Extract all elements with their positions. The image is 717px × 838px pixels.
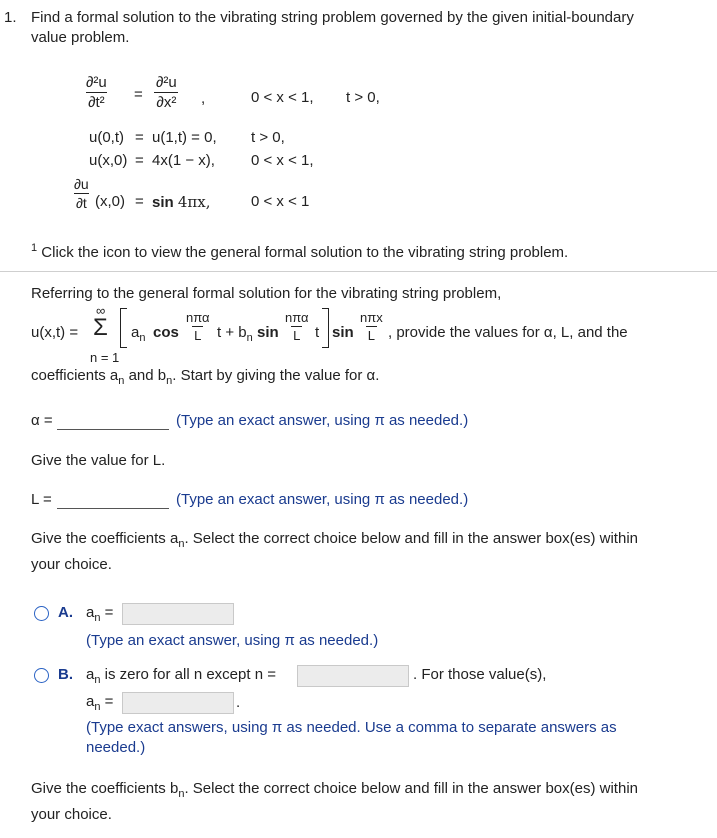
option-a-eq: =: [104, 604, 114, 621]
solution-intro: Referring to the general formal solution for the vibrating string problem,: [31, 285, 502, 302]
option-b-eq: =: [104, 693, 114, 710]
bn-prompt-pre: Give the coefficients b: [31, 780, 179, 797]
line2-sub-b: n: [166, 375, 173, 387]
option-b-radio[interactable]: [34, 668, 49, 683]
an-prompt: [31, 530, 638, 550]
problem-prompt-line2: value problem.: [31, 29, 130, 46]
option-b-a: a: [86, 666, 95, 683]
footnote[interactable]: [31, 244, 568, 261]
alpha-answer-field[interactable]: [57, 428, 169, 430]
option-b-period: .: [236, 694, 241, 711]
option-b-text: is zero for all n except n =: [100, 666, 276, 683]
frac3-den: L: [367, 328, 375, 343]
option-a-a: a: [86, 604, 95, 621]
alpha-label: α =: [31, 412, 53, 429]
sin-label-1: sin: [257, 324, 279, 341]
solution-tail: , provide the values for α, L, and the: [388, 324, 628, 341]
ic1-lhs: u(x,0): [89, 152, 128, 169]
L-prompt: Give the value for L.: [31, 452, 166, 469]
ic2-rhs: [152, 193, 211, 211]
ic1-rhs: 4x(1 − x),: [152, 152, 215, 169]
footnote-text: Click the icon to view the general formal solution to the vibrating string problem.: [41, 244, 569, 261]
option-b-letter[interactable]: B.: [58, 666, 73, 683]
ic2-num: ∂u: [74, 176, 89, 192]
option-b-an-box[interactable]: [122, 692, 234, 714]
ic2-rhs-arg: 4πx,: [177, 193, 211, 211]
cos-label: cos: [153, 324, 179, 341]
option-b-hint2: needed.): [86, 739, 146, 756]
pde-condition-x: 0 < x < 1,: [251, 89, 314, 106]
an-prompt-pre: Give the coefficients a: [31, 530, 179, 547]
option-a-sub: n: [94, 612, 101, 624]
pde-rhs-fraction: [154, 74, 179, 111]
bn-prompt-sub: n: [178, 788, 185, 800]
ic1-condition: 0 < x < 1,: [251, 152, 314, 169]
t-plus-b-text: t + b: [217, 324, 247, 341]
solution-lhs: u(x,t) =: [31, 324, 79, 341]
bn-prompt: [31, 780, 638, 800]
bc-equals: =: [135, 129, 144, 146]
pde-condition-t: t > 0,: [346, 89, 380, 106]
ic1-equals: =: [135, 152, 144, 169]
section-divider: [0, 271, 717, 272]
footnote-marker: 1: [31, 242, 38, 254]
option-a-answer-box[interactable]: [122, 603, 234, 625]
ic2-condition: 0 < x < 1: [251, 193, 310, 210]
option-a-hint: (Type an exact answer, using π as needed.): [86, 632, 379, 649]
pde-lhs-den: ∂t²: [88, 94, 105, 111]
option-b-n-box[interactable]: [297, 665, 409, 687]
sum-lower-limit: n = 1: [90, 350, 120, 365]
an-prompt-line2: your choice.: [31, 556, 112, 573]
option-b-label2: [86, 693, 114, 713]
pde-comma: ,: [201, 90, 206, 107]
right-bracket: [322, 308, 329, 348]
frac2-den: L: [293, 328, 301, 343]
ic2-equals: =: [135, 193, 144, 210]
sin-label-2: sin: [332, 324, 354, 341]
L-hint: (Type an exact answer, using π as needed.): [176, 491, 469, 508]
left-bracket: [120, 308, 127, 348]
alpha-hint: (Type an exact answer, using π as needed.): [176, 412, 469, 429]
frac1: [184, 310, 212, 343]
problem-number: 1.: [4, 9, 17, 26]
solution-line2: [31, 367, 380, 387]
term-a-n: [131, 324, 146, 344]
bn-prompt-line2: your choice.: [31, 806, 112, 823]
bc-rhs: u(1,t) = 0,: [152, 129, 217, 146]
line2-sub-a: n: [118, 375, 125, 387]
problem-prompt-line1: Find a formal solution to the vibrating string problem governed by the given initial-boundary: [31, 9, 634, 26]
frac1-num: nπα: [186, 310, 210, 325]
b-subscript: n: [246, 332, 253, 344]
frac2-num: nπα: [285, 310, 309, 325]
an-prompt-sub: n: [178, 538, 185, 550]
option-b-label: [86, 666, 276, 686]
line2-post: . Start by giving the value for α.: [172, 367, 380, 384]
bc-condition: t > 0,: [251, 129, 285, 146]
L-answer-field[interactable]: [57, 507, 169, 509]
frac3-num: nπx: [360, 310, 383, 325]
pde-equals: =: [134, 86, 143, 103]
line2-mid: and b: [124, 367, 167, 384]
bn-prompt-post: . Select the correct choice below and fill in the answer box(es) within: [184, 780, 638, 797]
pde-lhs-fraction: [84, 74, 109, 111]
option-a-radio[interactable]: [34, 606, 49, 621]
pde-rhs-den: ∂x²: [156, 94, 177, 111]
ic2-fraction: [72, 176, 91, 211]
line2-pre: coefficients a: [31, 367, 119, 384]
sum-symbol: Σ: [93, 314, 108, 341]
frac2: [283, 310, 311, 343]
t-close: t: [315, 324, 320, 341]
sum-upper-limit: ∞: [96, 303, 106, 318]
option-b-tail: . For those value(s),: [413, 666, 547, 683]
frac3: [358, 310, 385, 343]
bc-lhs: u(0,t): [89, 129, 125, 146]
pde-rhs-num: ∂²u: [156, 74, 177, 91]
option-b-a2: a: [86, 693, 95, 710]
a-subscript: n: [139, 332, 146, 344]
ic2-den: ∂t: [75, 195, 87, 211]
option-b-hint1: (Type exact answers, using π as needed. Use a comma to separate answers as: [86, 719, 617, 736]
L-label: L =: [31, 491, 52, 508]
frac1-den: L: [194, 328, 202, 343]
option-b-sub: n: [94, 674, 101, 686]
option-a-label: [86, 604, 114, 624]
a-letter: a: [131, 324, 140, 341]
ic2-arg: (x,0): [95, 193, 125, 210]
an-prompt-post: . Select the correct choice below and fill in the answer box(es) within: [184, 530, 638, 547]
option-b-sub2: n: [94, 701, 101, 713]
t-plus-b: [217, 324, 253, 344]
option-a-letter[interactable]: A.: [58, 604, 73, 621]
ic2-sin: sin: [152, 194, 174, 211]
pde-lhs-num: ∂²u: [86, 74, 107, 91]
